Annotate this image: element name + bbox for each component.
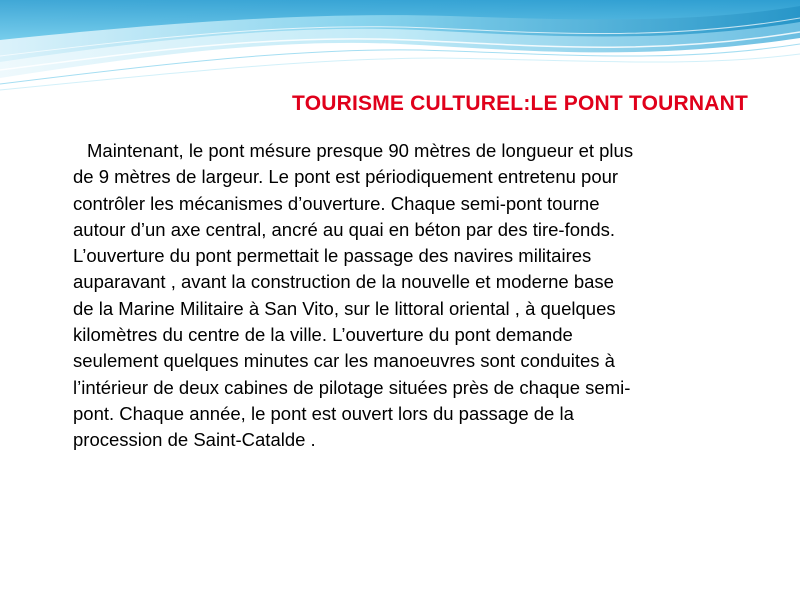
body-line: seulement quelques minutes car les manoeuvres sont conduites à [73, 350, 615, 372]
body-line: procession de Saint-Catalde . [73, 429, 316, 451]
body-line: autour d’un axe central, ancré au quai en béton par des tire-fonds. [73, 218, 615, 240]
body-line: pont. Chaque année, le pont est ouvert lors du passage de la [73, 402, 574, 424]
body-line: de la Marine Militaire à San Vito, sur le littoral oriental , à quelques [73, 297, 616, 319]
body-line: l’intérieur de deux cabines de pilotage situées près de chaque semi- [73, 376, 631, 398]
body-line: de 9 mètres de largeur. Le pont est périodiquement entretenu pour [73, 166, 619, 188]
body-line: Maintenant, le pont mésure presque 90 mètres de longueur et plus [87, 140, 634, 161]
body-line: auparavant , avant la construction de la nouvelle et moderne base [73, 271, 614, 293]
header-wave-decoration [0, 0, 800, 100]
slide-title: TOURISME CULTUREL:LE PONT TOURNANT [292, 92, 748, 115]
body-line: kilomètres du centre de la ville. L’ouverture du pont demande [73, 324, 573, 346]
body-paragraph [73, 138, 763, 454]
body-line: L’ouverture du pont permettait le passage des navires militaires [73, 245, 592, 267]
body-line: contrôler les mécanismes d’ouverture. Chaque semi-pont tourne [73, 192, 600, 214]
